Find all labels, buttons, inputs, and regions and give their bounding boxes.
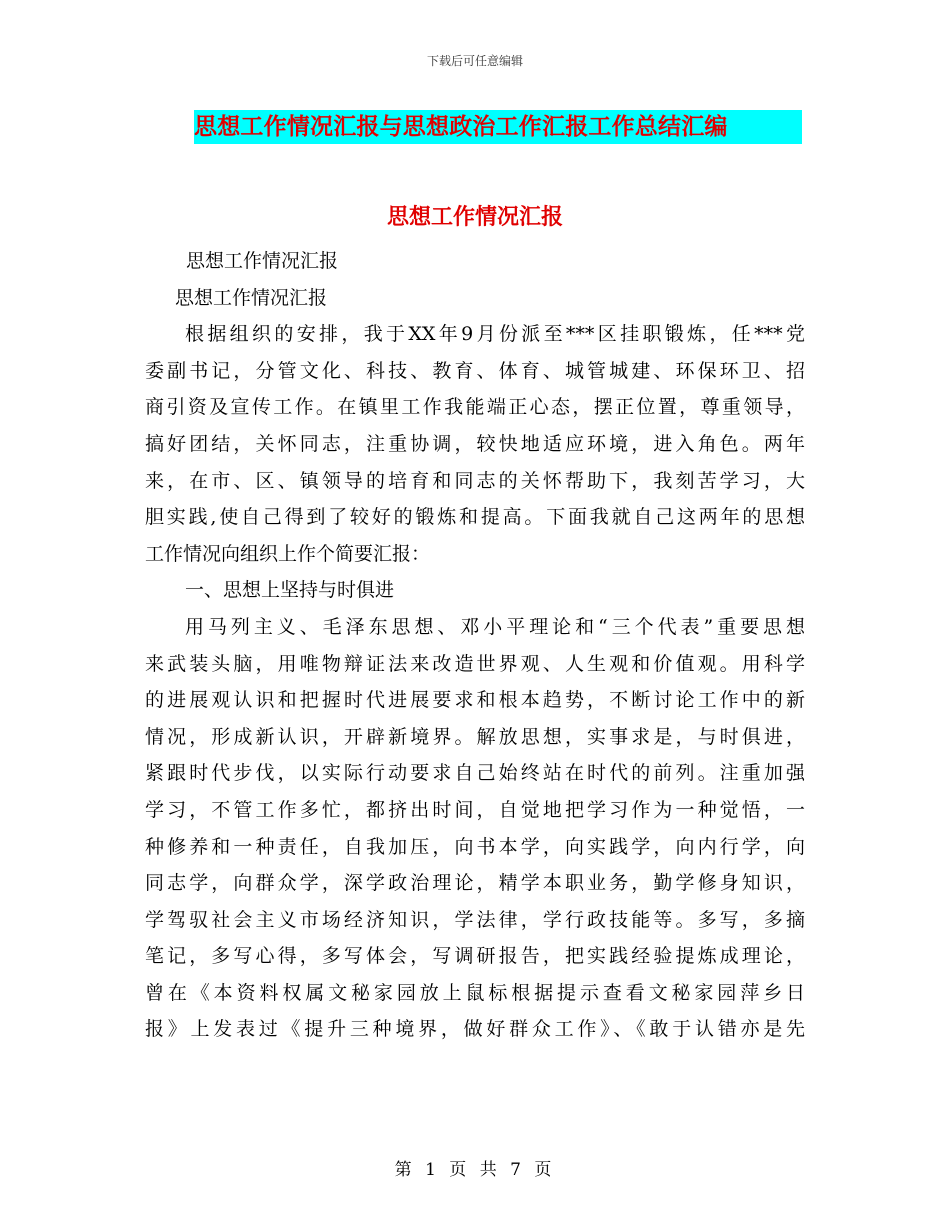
section-title: 思想工作情况汇报 bbox=[386, 205, 563, 230]
document-body bbox=[145, 243, 805, 1048]
body-line: 的进展观认识和把握时代进展要求和根本趋势，不断讨论工作中的新 bbox=[145, 689, 805, 712]
header-note: 下载后可任意编辑 bbox=[426, 54, 523, 68]
body-line: 学习，不管工作多忙，都挤出时间，自觉地把学习作为一种觉悟，一 bbox=[145, 798, 805, 821]
main-title: 思想工作情况汇报与思想政治工作汇报工作总结汇编 bbox=[194, 110, 802, 144]
body-line: 根据组织的安排，我于XX年9月份派至***区挂职锻炼，任***党 bbox=[185, 323, 805, 346]
body-line: 委副书记，分管文化、科技、教育、体育、城管城建、环保环卫、招 bbox=[145, 359, 805, 382]
body-line: 来武装头脑，用唯物辩证法来改造世界观、人生观和价值观。用科学 bbox=[145, 652, 805, 675]
body-line: 学驾驭社会主义市场经济知识，学法律，学行政技能等。多写，多摘 bbox=[145, 908, 805, 931]
body-line: 情况，形成新认识，开辟新境界。解放思想，实事求是，与时俱进， bbox=[145, 725, 805, 748]
body-line: 胆实践,使自己得到了较好的锻炼和提高。下面我就自己这两年的思想 bbox=[145, 506, 805, 529]
page-footer: 第 1 页 共 7 页 bbox=[394, 1160, 556, 1180]
body-line: 曾在《本资料权属文秘家园放上鼠标根据提示查看文秘家园萍乡日 bbox=[145, 981, 805, 1004]
body-line: 同志学，向群众学，深学政治理论，精学本职业务，勤学修身知识， bbox=[145, 872, 805, 895]
body-line: 来，在市、区、镇领导的培育和同志的关怀帮助下，我刻苦学习，大 bbox=[145, 469, 805, 492]
body-line: 思想工作情况汇报 bbox=[186, 250, 339, 272]
body-line: 种修养和一种责任，自我加压，向书本学，向实践学，向内行学，向 bbox=[145, 835, 805, 858]
body-line: 商引资及宣传工作。在镇里工作我能端正心态，摆正位置，尊重领导， bbox=[145, 396, 805, 419]
body-line: 搞好团结，关怀同志，注重协调，较快地适应环境，进入角色。两年 bbox=[145, 432, 805, 455]
body-line: 笔记，多写心得，多写体会，写调研报告，把实践经验提炼成理论， bbox=[145, 945, 805, 968]
body-line: 报》上发表过《提升三种境界，做好群众工作》、《敢于认错亦是先 bbox=[145, 1018, 805, 1041]
body-line: 思想工作情况汇报 bbox=[175, 286, 328, 309]
body-line: 工作情况向组织上作个简要汇报： bbox=[145, 542, 431, 565]
body-line: 用马列主义、毛泽东思想、邓小平理论和“三个代表”重要思想 bbox=[185, 615, 805, 638]
body-line: 一、思想上坚持与时俱进 bbox=[185, 579, 395, 602]
body-line: 紧跟时代步伐，以实际行动要求自己始终站在时代的前列。注重加强 bbox=[145, 762, 805, 785]
